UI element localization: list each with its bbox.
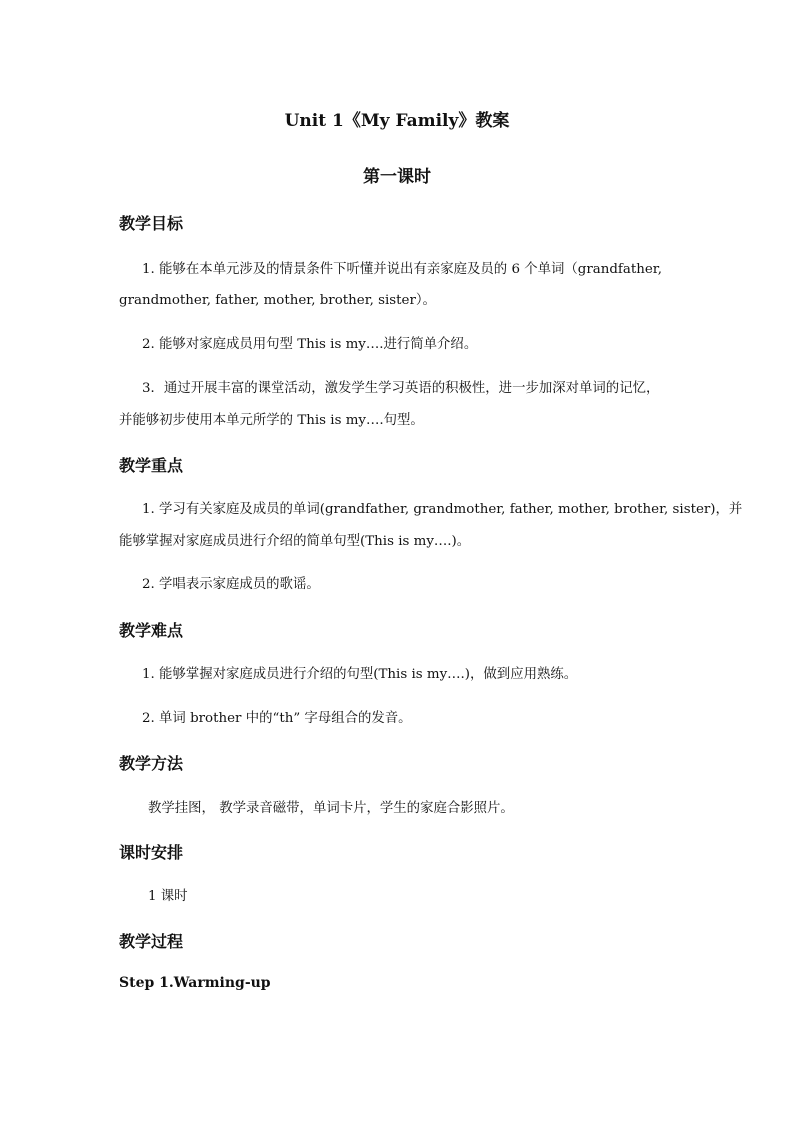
difficulty-item-1: 1. 能够掌握对家庭成员进行介绍的句型(This is my….)，做到应用熟练。 — [142, 667, 578, 682]
objective-item-1-line-2: grandmother, father, mother, brother, sister）。 — [119, 293, 436, 308]
section-heading-methods: 教学方法 — [119, 754, 184, 773]
section-heading-key-points: 教学重点 — [119, 456, 184, 475]
difficulty-item-2: 2. 单词 brother 中的“th” 字母组合的发音。 — [142, 711, 412, 726]
objective-item-3-line-1: 3．通过开展丰富的课堂活动，激发学生学习英语的积极性，进一步加深对单词的记忆， — [142, 381, 660, 396]
document-title: Unit 1《My Family》教案 — [284, 111, 510, 131]
section-heading-process: 教学过程 — [119, 932, 184, 951]
key-point-item-1-line-1: 1. 学习有关家庭及成员的单词(grandfather, grandmother, father, mother, brother, sister)，并 — [142, 502, 743, 517]
methods-text: 教学挂图， 教学录音磁带，单词卡片，学生的家庭合影照片。 — [148, 801, 514, 816]
objective-item-2: 2. 能够对家庭成员用句型 This is my….进行简单介绍。 — [142, 337, 478, 352]
key-point-item-2: 2. 学唱表示家庭成员的歌谣。 — [142, 577, 320, 592]
section-heading-difficulties: 教学难点 — [119, 621, 184, 640]
process-step-1: Step 1.Warming-up — [119, 975, 271, 991]
schedule-text: 1 课时 — [148, 889, 188, 904]
section-heading-schedule: 课时安排 — [119, 843, 184, 862]
document-subtitle: 第一课时 — [363, 167, 431, 187]
objective-item-1-line-1: 1. 能够在本单元涉及的情景条件下听懂并说出有亲家庭及员的 6 个单词（grandfather, — [142, 262, 662, 277]
key-point-item-1-line-2: 能够掌握对家庭成员进行介绍的简单句型(This is my….)。 — [119, 534, 471, 549]
section-heading-objectives: 教学目标 — [119, 214, 184, 233]
objective-item-3-line-2: 并能够初步使用本单元所学的 This is my….句型。 — [119, 413, 424, 428]
